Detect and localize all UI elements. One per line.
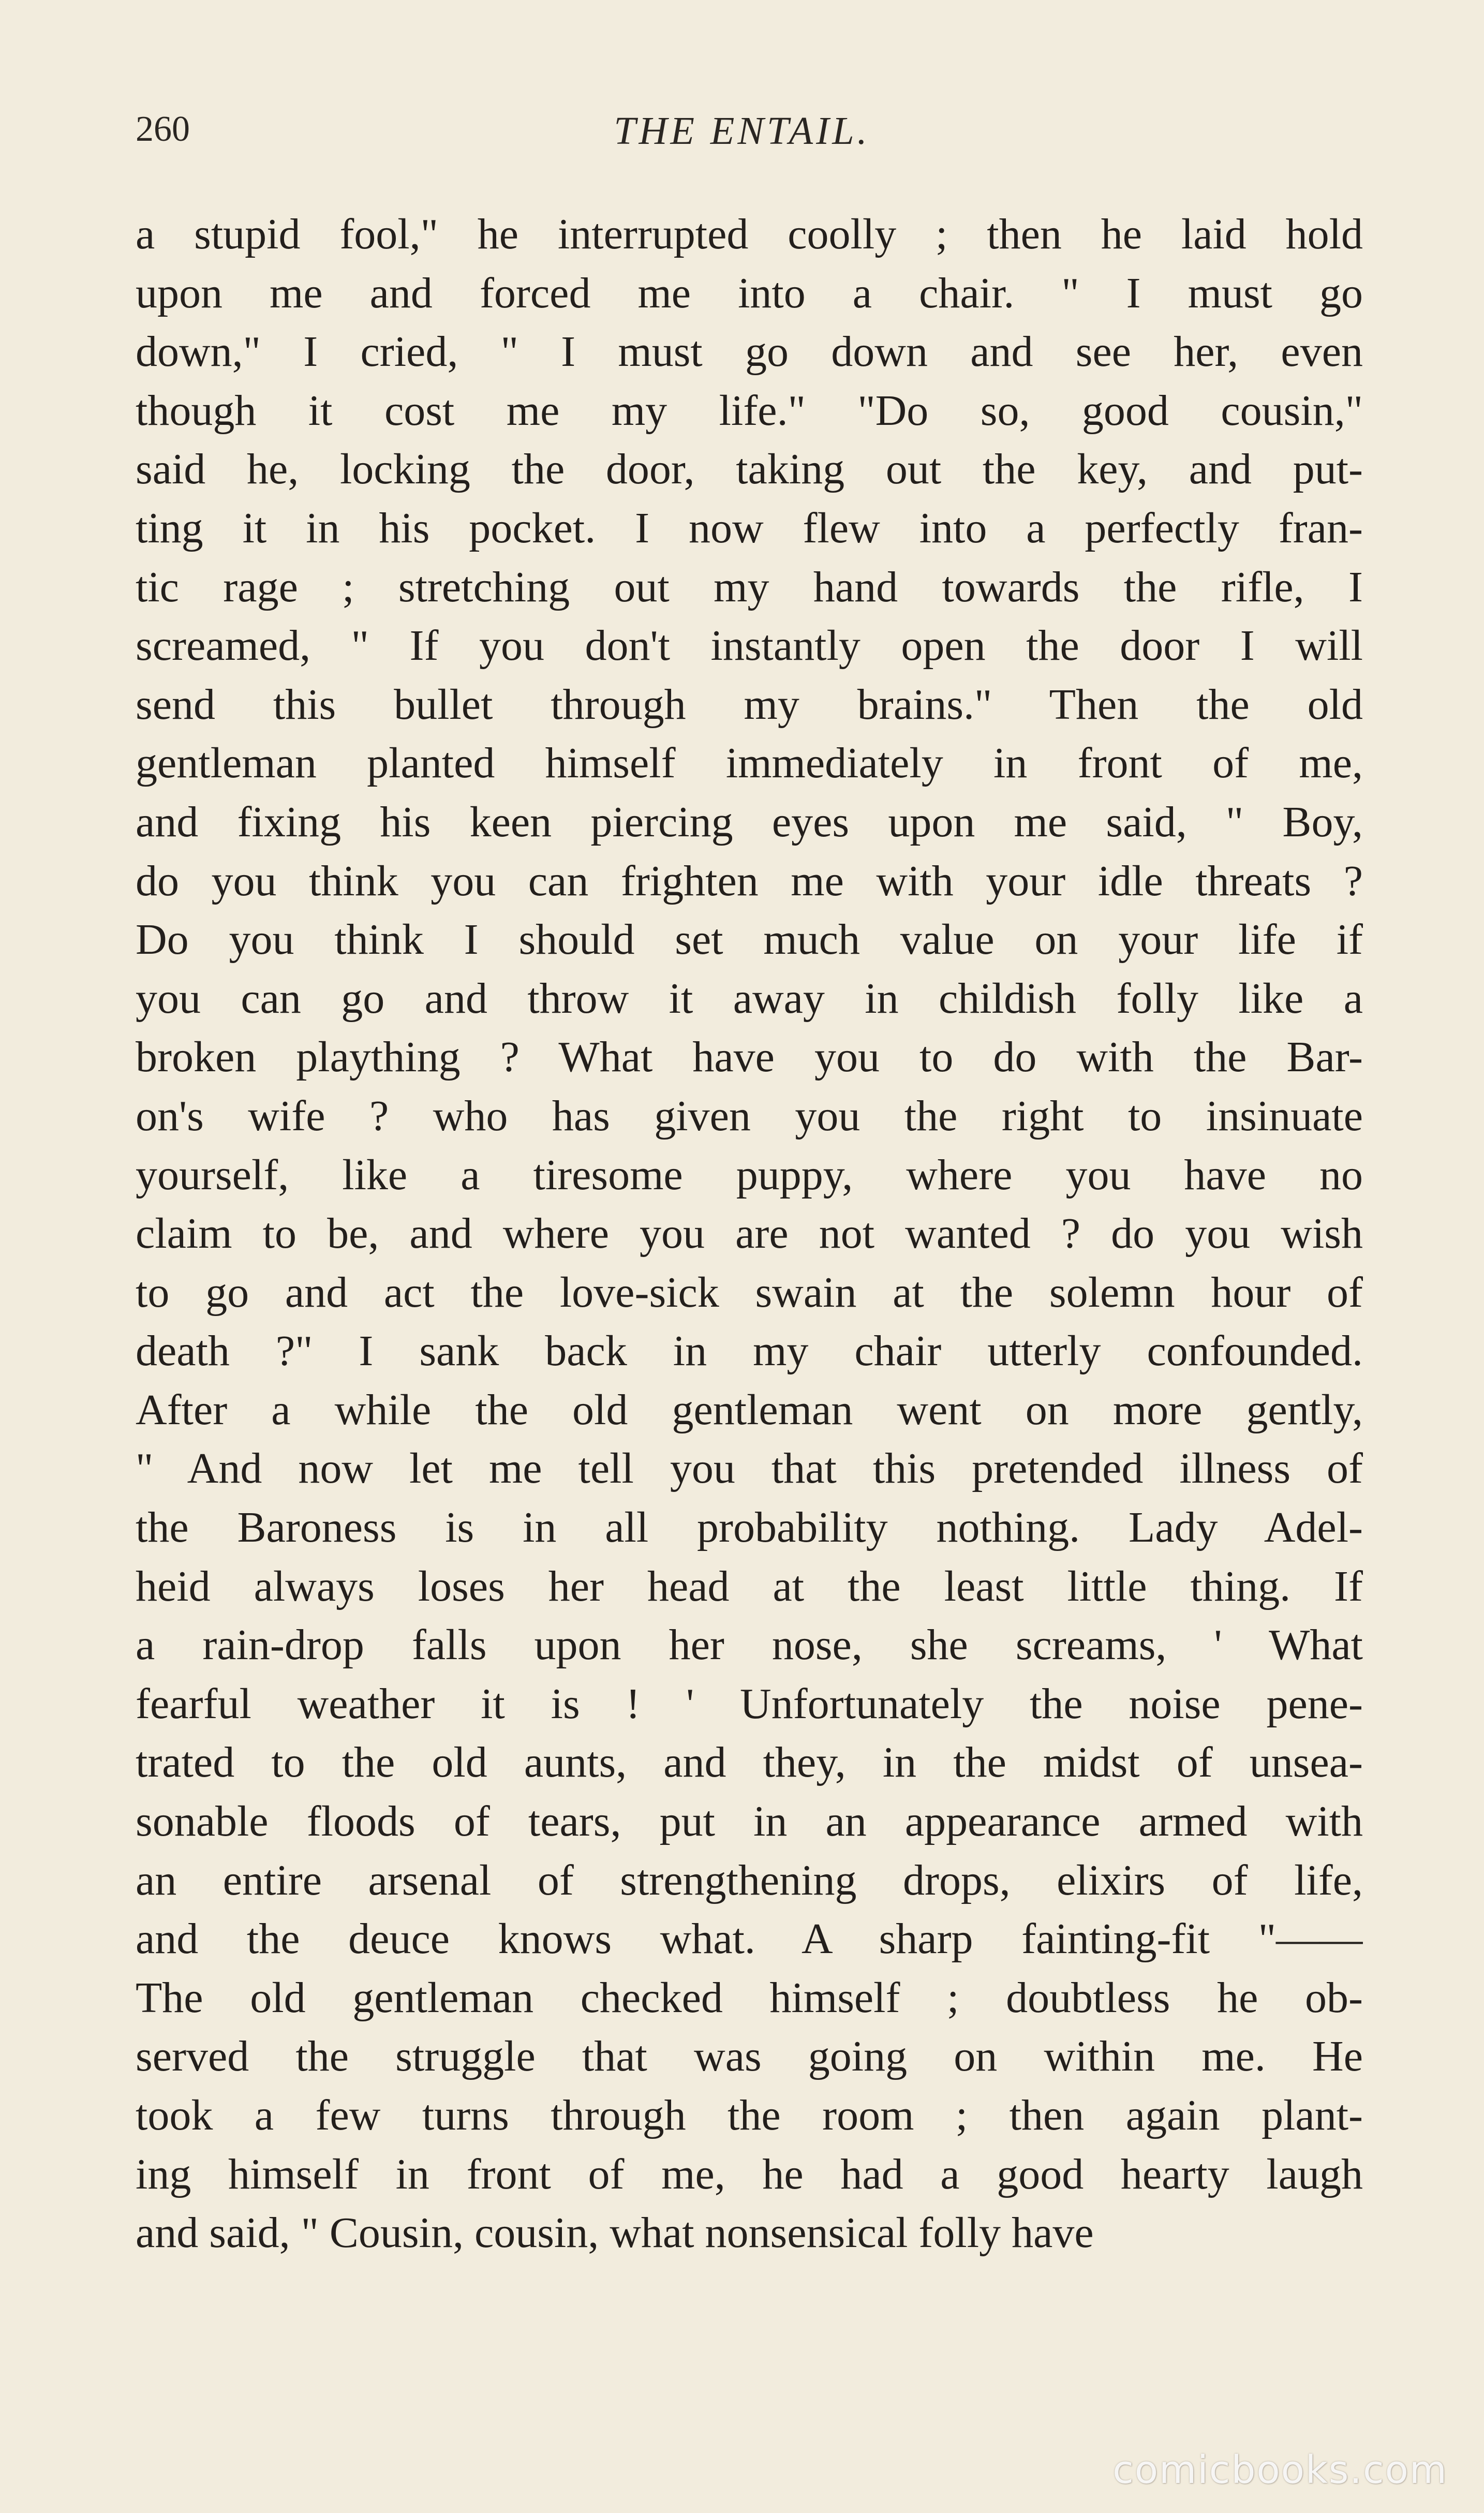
text-line: ing himself in front of me, he had a good hearty laugh <box>136 2150 1363 2198</box>
page-number: 260 <box>136 109 190 149</box>
text-line: you can go and throw it away in childish folly like a <box>136 974 1363 1023</box>
text-line: upon me and forced me into a chair. " I must go <box>136 269 1363 317</box>
text-line: Do you think I should set much value on your life if <box>136 915 1363 964</box>
text-line: gentleman planted himself immediately in front of me, <box>136 739 1363 788</box>
text-line: After a while the old gentleman went on more gently, <box>136 1385 1363 1434</box>
text-line: tic rage ; stretching out my hand towards the rifle, I <box>136 563 1363 611</box>
text-line: broken plaything ? What have you to do with the Bar- <box>136 1033 1363 1082</box>
text-line: and the deuce knows what. A sharp fainting-fit "—— <box>136 1915 1363 1963</box>
text-line: death ?" I sank back in my chair utterly confounded. <box>136 1327 1363 1376</box>
text-line: trated to the old aunts, and they, in the midst of unsea- <box>136 1738 1363 1787</box>
text-line: and said, " Cousin, cousin, what nonsensical folly have <box>136 2209 1094 2257</box>
text-line: though it cost me my life." "Do so, good cousin," <box>136 386 1363 435</box>
text-line: on's wife ? who has given you the right to insinuate <box>136 1091 1363 1140</box>
text-line: fearful weather it is ! ' Unfortunately the noise pene- <box>136 1679 1363 1728</box>
text-line: and fixing his keen piercing eyes upon me said, " Boy, <box>136 797 1363 846</box>
text-line: send this bullet through my brains." Then the old <box>136 680 1363 729</box>
running-title: THE ENTAIL. <box>614 109 870 153</box>
text-line: sonable floods of tears, put in an appearance armed with <box>136 1797 1363 1846</box>
text-line: a stupid fool," he interrupted coolly ; then he laid hold <box>136 210 1363 258</box>
text-line: down," I cried, " I must go down and see her, even <box>136 328 1363 376</box>
text-line: said he, locking the door, taking out the key, and put- <box>136 445 1363 494</box>
text-line: The old gentleman checked himself ; doubtless he ob- <box>136 1973 1363 2022</box>
text-line: claim to be, and where you are not wanted ? do you wish <box>136 1209 1363 1258</box>
text-line: a rain-drop falls upon her nose, she screams, ' What <box>136 1621 1363 1669</box>
text-line: the Baroness is in all probability nothing. Lady Adel- <box>136 1503 1363 1552</box>
text-line: yourself, like a tiresome puppy, where you have no <box>136 1150 1363 1199</box>
text-line: screamed, " If you don't instantly open the door I will <box>136 622 1363 670</box>
text-line: took a few turns through the room ; then again plant- <box>136 2091 1363 2139</box>
text-line: " And now let me tell you that this pretended illness of <box>136 1444 1363 1493</box>
text-line: an entire arsenal of strengthening drops, elixirs of life, <box>136 1856 1363 1904</box>
text-line: served the struggle that was going on within me. He <box>136 2032 1363 2081</box>
text-line: ting it in his pocket. I now flew into a perfectly fran- <box>136 504 1363 552</box>
text-line: do you think you can frighten me with your idle threats ? <box>136 856 1363 905</box>
watermark: comicbooks.com <box>1112 2448 1448 2492</box>
body-text <box>136 205 1363 2263</box>
text-line: heid always loses her head at the least little thing. If <box>136 1562 1363 1610</box>
text-line: to go and act the love-sick swain at the solemn hour of <box>136 1268 1363 1317</box>
